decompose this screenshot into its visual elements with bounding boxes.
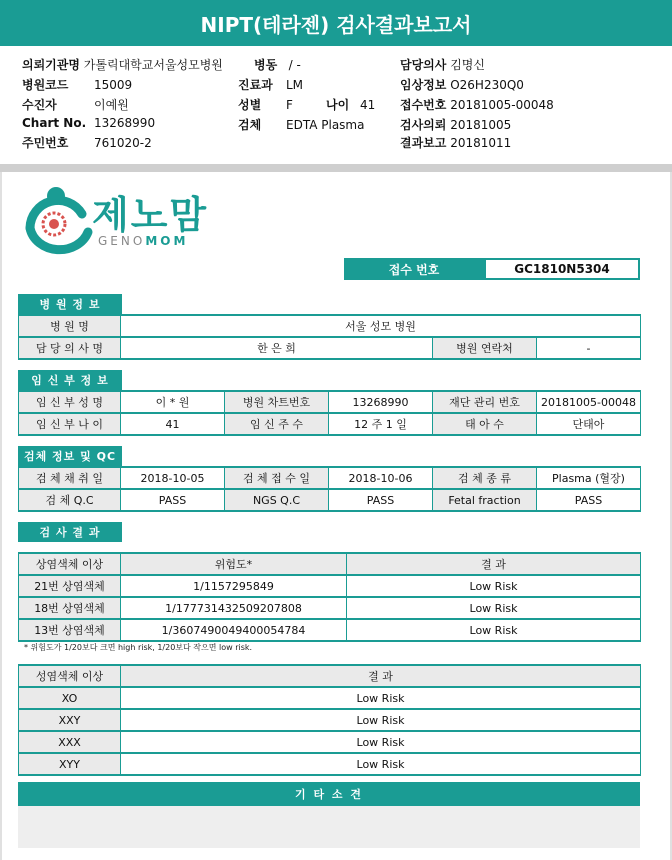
patient-age-label: 임 신 부 나 이 (19, 413, 121, 435)
patient-fetus-label: 태 아 수 (433, 413, 537, 435)
risk-value: 1/3607490049400054784 (121, 619, 347, 641)
fetal-fraction-value: PASS (537, 489, 641, 511)
brand-name: 제노맘 (92, 193, 209, 237)
patient-table (18, 390, 641, 436)
patient-age-value: 41 (121, 413, 225, 435)
table-row (19, 687, 641, 709)
chart-field (22, 116, 155, 130)
specimen-section-tag: 검체 정보 및 QC (18, 446, 122, 466)
req-org-field (22, 56, 223, 73)
table-row (19, 753, 641, 775)
specimen-qc-value: PASS (121, 489, 225, 511)
report-date-value: 20181011 (450, 136, 512, 150)
clinical-value: O26H230Q0 (450, 78, 524, 92)
table-row (19, 619, 641, 641)
req-date-label: 검사의뢰 (400, 118, 447, 132)
patient-weeks-value: 12 주 1 일 (329, 413, 433, 435)
table-row (19, 597, 641, 619)
karyotype-name: XXX (19, 731, 121, 753)
karyotype-name: XO (19, 687, 121, 709)
doctor-field (400, 56, 485, 73)
age-field (326, 96, 375, 113)
sex-result-header: 결 과 (121, 665, 641, 687)
sex-field (238, 96, 293, 113)
req-org-label: 의뢰기관명 (22, 58, 80, 72)
receipt-value: GC1810N5304 (484, 258, 640, 280)
specimen-type-label: 검 체 종 류 (433, 467, 537, 489)
patient-name-value: 이 * 원 (121, 391, 225, 413)
id-field (22, 134, 152, 151)
ward-field (254, 56, 301, 73)
risk-header: 위험도* (121, 553, 347, 575)
result-value: Low Risk (347, 619, 641, 641)
patient-field (22, 96, 129, 113)
result-value: Low Risk (121, 709, 641, 731)
brand-sub-b: MOM (145, 234, 189, 248)
report-date-field (400, 134, 511, 151)
table-row (19, 467, 641, 489)
clinical-label: 임상정보 (400, 78, 447, 92)
specimen-table (18, 466, 641, 512)
age-label: 나이 (326, 98, 350, 112)
risk-value: 1/177731432509207808 (121, 597, 347, 619)
receive-date-label: 검 체 접 수 일 (225, 467, 329, 489)
sex-value: F (286, 98, 293, 112)
ward-label: 병동 (254, 58, 278, 72)
header-divider (0, 164, 672, 172)
patient-weeks-label: 임 신 주 수 (225, 413, 329, 435)
hospital-contact-label: 병원 연락처 (433, 337, 537, 359)
karyotype-name: XXY (19, 709, 121, 731)
hospital-table (18, 314, 641, 360)
brand-subtitle (98, 234, 188, 248)
other-findings-header: 기 타 소 견 (18, 782, 640, 806)
result-value: Low Risk (121, 731, 641, 753)
hospital-doctor-value: 한 은 희 (121, 337, 433, 359)
id-label: 주민번호 (22, 136, 69, 150)
clinical-field (400, 76, 524, 93)
dept-label: 진료과 (238, 78, 273, 92)
id-value: 761020-2 (94, 136, 152, 150)
ngs-qc-label: NGS Q.C (225, 489, 329, 511)
sex-chrom-header: 성염색체 이상 (19, 665, 121, 687)
specimen-field (238, 116, 364, 133)
hosp-code-value: 15009 (94, 78, 133, 92)
patient-mgmt-label: 재단 관리 번호 (433, 391, 537, 413)
req-date-field (400, 116, 511, 133)
receipt-label: 접수 번호 (344, 258, 484, 280)
patient-value: 이예원 (94, 98, 129, 112)
chart-value: 13268990 (94, 116, 156, 130)
sex-label: 성별 (238, 98, 262, 112)
doctor-value: 김명신 (450, 58, 485, 72)
result-value: Low Risk (347, 575, 641, 597)
accession-value: 20181005-00048 (450, 98, 554, 112)
ngs-qc-value: PASS (329, 489, 433, 511)
patient-chart-value: 13268990 (329, 391, 433, 413)
patient-name-label: 임 신 부 성 명 (19, 391, 121, 413)
report-title: NIPT(테라젠) 검사결과보고서 (0, 0, 672, 46)
patient-label: 수진자 (22, 98, 57, 112)
doctor-label: 담당의사 (400, 58, 447, 72)
result-value: Low Risk (121, 753, 641, 775)
table-row (19, 575, 641, 597)
table-row (19, 315, 641, 337)
hospital-doctor-label: 담 당 의 사 명 (19, 337, 121, 359)
table-row (19, 489, 641, 511)
report-header (0, 46, 672, 164)
hosp-code-label: 병원코드 (22, 78, 69, 92)
chromosome-name: 13번 상염색체 (19, 619, 121, 641)
req-org-value: 가톨릭대학교서울성모병원 (83, 58, 223, 72)
brand-sub-a: GENO (98, 234, 146, 248)
other-findings-box (18, 806, 640, 848)
result-value: Low Risk (121, 687, 641, 709)
report-date-label: 결과보고 (400, 136, 447, 150)
specimen-qc-label: 검 체 Q.C (19, 489, 121, 511)
specimen-type-value: Plasma (혈장) (537, 467, 641, 489)
result-header: 결 과 (347, 553, 641, 575)
risk-value: 1/1157295849 (121, 575, 347, 597)
dept-value: LM (286, 78, 304, 92)
hospital-contact-value: - (537, 337, 641, 359)
accession-label: 접수번호 (400, 98, 447, 112)
ward-value: / - (288, 58, 301, 72)
chromosome-name: 21번 상염색체 (19, 575, 121, 597)
hospital-name-value: 서울 성모 병원 (121, 315, 641, 337)
table-row (19, 413, 641, 435)
sex-chromosome-table (18, 664, 641, 776)
patient-section-tag: 임 신 부 정 보 (18, 370, 122, 390)
risk-footnote: * 위험도가 1/20보다 크면 high risk, 1/20보다 작으면 low risk. (24, 643, 253, 652)
accession-field (400, 96, 554, 113)
req-date-value: 20181005 (450, 118, 512, 132)
autosome-header: 상염색체 이상 (19, 553, 121, 575)
table-row (19, 665, 641, 687)
hospital-section-tag: 병 원 정 보 (18, 294, 122, 314)
collect-date-value: 2018-10-05 (121, 467, 225, 489)
fetal-fraction-label: Fetal fraction (433, 489, 537, 511)
chart-label: Chart No. (22, 116, 87, 130)
patient-fetus-value: 단태아 (537, 413, 641, 435)
hospital-name-label: 병 원 명 (19, 315, 121, 337)
chromosome-name: 18번 상염색체 (19, 597, 121, 619)
result-value: Low Risk (347, 597, 641, 619)
collect-date-label: 검 체 채 취 일 (19, 467, 121, 489)
karyotype-name: XYY (19, 753, 121, 775)
receive-date-value: 2018-10-06 (329, 467, 433, 489)
patient-mgmt-value: 20181005-00048 (537, 391, 641, 413)
specimen-value: EDTA Plasma (286, 118, 365, 132)
patient-chart-label: 병원 차트번호 (225, 391, 329, 413)
specimen-label: 검체 (238, 118, 262, 132)
results-section-tag: 검 사 결 과 (18, 522, 122, 542)
hosp-code-field (22, 76, 132, 93)
table-row (19, 391, 641, 413)
age-value: 41 (360, 98, 376, 112)
dept-field (238, 76, 303, 93)
table-row (19, 731, 641, 753)
table-row (19, 553, 641, 575)
autosome-results-table (18, 552, 641, 642)
table-row (19, 709, 641, 731)
table-row (19, 337, 641, 359)
